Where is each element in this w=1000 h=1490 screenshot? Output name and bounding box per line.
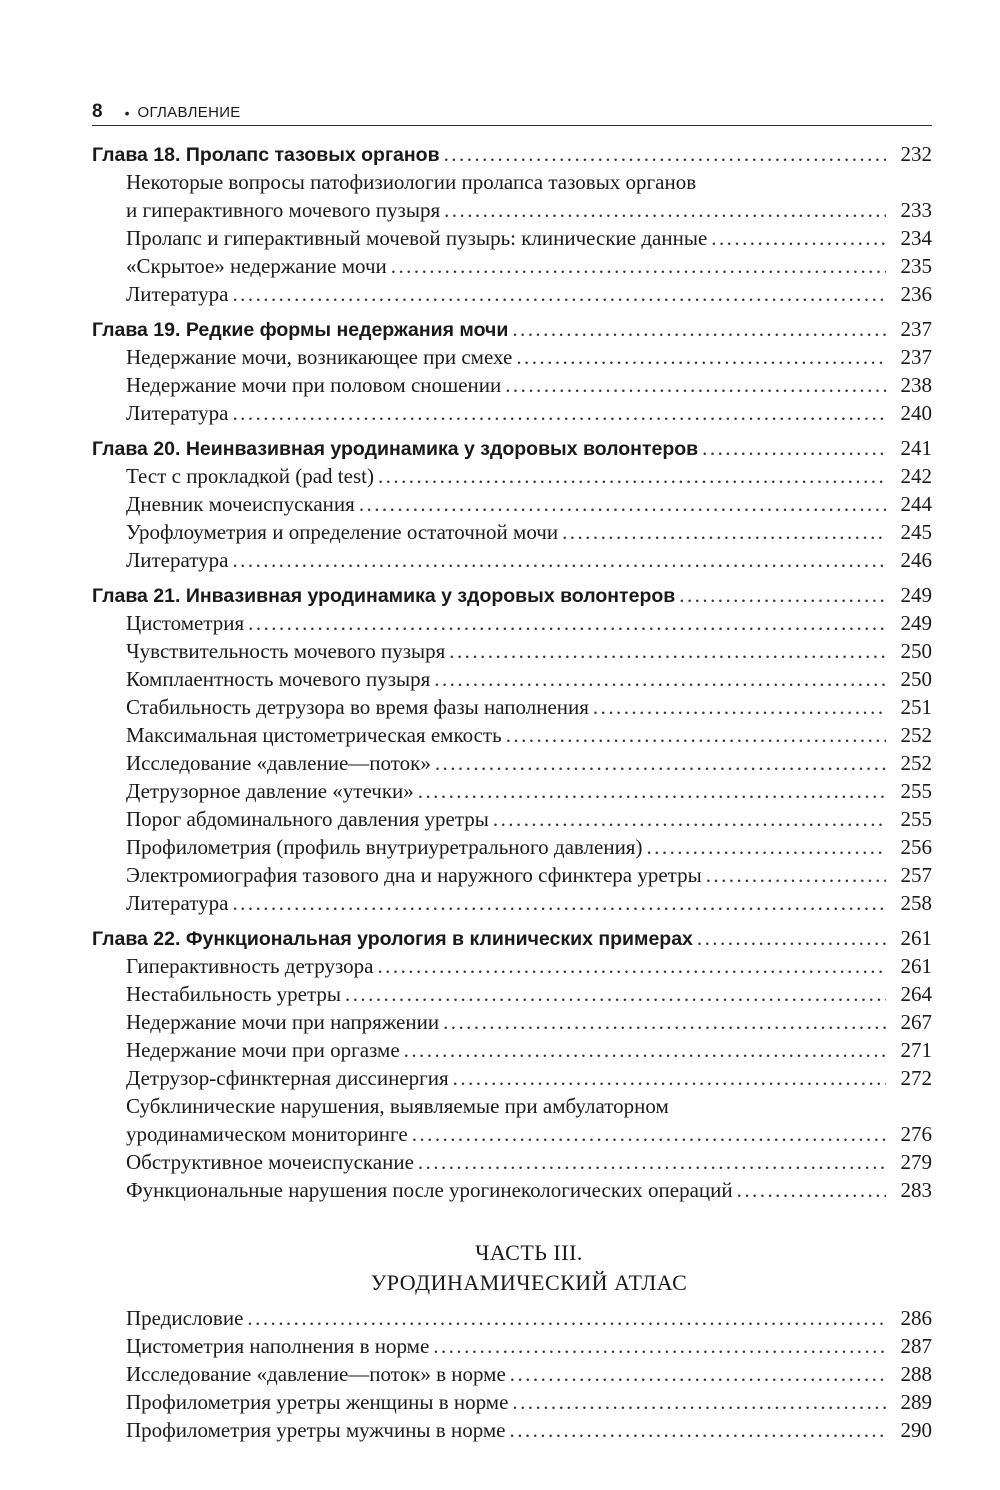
toc-entry-title: «Скрытое» недержание мочи [126,254,387,278]
toc-entry-title: Профилометрия уретры женщины в норме [126,1390,509,1414]
dot-leader [232,889,886,917]
chapter-entry-title: Глава 22. Функциональная урология в клинических примерах [92,928,693,950]
toc-entry-page: 242 [900,464,932,488]
toc-entry-title: Тест с прокладкой (pad test) [126,464,374,488]
toc-entry-page: 255 [900,779,932,803]
toc-entry-page: 261 [900,954,932,978]
section-label: ОГЛАВЛЕНИЕ [137,104,241,121]
toc-entry-page: 252 [900,723,932,747]
toc-entry-title: Чувствительность мочевого пузыря [126,639,446,663]
dot-leader [444,140,886,168]
toc-entry-title: Нестабильность уретры [126,982,342,1006]
dot-leader [512,315,886,343]
toc-entry-page: 276 [900,1122,932,1146]
toc-entry-page: 249 [900,611,932,635]
toc-entry-title: Литература [126,282,229,306]
toc-entry[interactable] [92,889,932,917]
toc-entry[interactable] [92,833,932,861]
toc-entry[interactable] [92,693,932,721]
dot-leader [248,609,886,637]
toc-entry-title: Максимальная цистометрическая емкость [126,723,502,747]
toc-entry[interactable] [92,980,932,1008]
dot-leader [404,1036,886,1064]
toc-entry[interactable] [92,665,932,693]
dot-leader [247,1304,886,1332]
chapter-entry-title: Глава 19. Редкие формы недержания мочи [92,319,509,341]
dot-leader [232,399,886,427]
toc-entry-page: 290 [900,1418,932,1442]
toc-entry-page: 272 [900,1066,932,1090]
toc-entry[interactable] [92,462,932,490]
dot-leader [412,1120,886,1148]
toc-entry-title: Литература [126,401,229,425]
toc-entry-title: Исследование «давление—поток» в норме [126,1362,506,1386]
dot-leader [562,518,886,546]
chapter-entry[interactable] [92,924,932,952]
dot-leader [443,1008,886,1036]
toc-entry[interactable] [92,952,932,980]
toc-entry-page: 257 [900,863,932,887]
dot-leader [679,581,886,609]
dot-leader [391,252,886,280]
bullet-icon: • [124,105,130,121]
dot-leader [706,861,886,889]
toc-entry-title: Стабильность детрузора во время фазы наполнения [126,695,589,719]
dot-leader [510,1416,887,1444]
dot-leader [512,1388,886,1416]
chapter-entry-page: 241 [900,436,932,460]
toc-entry-page: 289 [900,1390,932,1414]
dot-leader [377,952,886,980]
toc-entry-page: 258 [900,891,932,915]
toc-entry-page: 235 [900,254,932,278]
toc-entry[interactable] [92,196,932,224]
part-heading [92,1238,932,1298]
running-header [92,102,932,126]
dot-leader [232,280,886,308]
toc-entry[interactable] [92,1304,932,1332]
toc-entry-page: 244 [900,492,932,516]
dot-leader [506,721,886,749]
toc-entry-title: Недержание мочи при напряжении [126,1010,440,1034]
toc-entry[interactable] [92,749,932,777]
toc-entry-title: Цистометрия [126,611,245,635]
toc-entry[interactable] [92,1360,932,1388]
toc-entry-page: 267 [900,1010,932,1034]
toc-entry[interactable] [92,252,932,280]
toc-entry-title: Функциональные нарушения после урогинекологических операций [126,1178,733,1202]
chapter-entry[interactable] [92,315,932,343]
part-title: УРОДИНАМИЧЕСКИЙ АТЛАС [370,1270,688,1295]
toc-entry[interactable] [92,1332,932,1360]
toc-entry-title: Электромиография тазового дна и наружного сфинктера уретры [126,863,702,887]
toc-entry[interactable] [92,805,932,833]
dot-leader [449,637,886,665]
dot-leader [359,490,886,518]
chapter-entry-title: Глава 20. Неинвазивная уродинамика у здоровых волонтеров [92,438,699,460]
toc-entry[interactable] [92,777,932,805]
dot-leader [418,1148,886,1176]
toc-entry[interactable] [92,721,932,749]
chapter-entry-page: 261 [900,926,932,950]
toc-entry-title: Литература [126,891,229,915]
toc-entry-page: 288 [900,1362,932,1386]
toc-entry-title: Цистометрия наполнения в норме [126,1334,430,1358]
toc-entry[interactable] [92,399,932,427]
toc-entry[interactable] [92,1036,932,1064]
dot-leader [434,665,886,693]
toc-entry[interactable] [92,1008,932,1036]
toc-entry-page: 238 [900,373,932,397]
toc-entry-title: Литература [126,548,229,572]
dot-leader [435,749,886,777]
toc-entry-title: Урофлоуметрия и определение остаточной мочи [126,520,559,544]
toc-entry-title: Дневник мочеиспускания [126,492,355,516]
dot-leader [433,1332,886,1360]
toc-entry[interactable] [92,343,932,371]
toc-entry-title: Недержание мочи, возникающее при смехе [126,345,513,369]
toc-entry-line[interactable]: Субклинические нарушения, выявляемые при амбулаторном [126,1094,669,1118]
dot-leader [444,196,886,224]
dot-leader [418,777,886,805]
dot-leader [453,1064,886,1092]
chapter-entry-page: 237 [900,317,932,341]
toc-entry[interactable] [92,371,932,399]
toc-entry-page: 245 [900,520,932,544]
chapter-entry[interactable] [92,434,932,462]
dot-leader [505,371,886,399]
chapter-entry[interactable] [92,581,932,609]
toc-entry[interactable] [92,1120,932,1148]
toc-entry-page: 240 [900,401,932,425]
toc-entry-page: 286 [900,1306,932,1330]
toc-entry-page: 246 [900,548,932,572]
dot-leader [697,924,886,952]
toc-entry-page: 287 [900,1334,932,1358]
toc-entry-title: Профилометрия уретры мужчины в норме [126,1418,506,1442]
dot-leader [345,980,886,1008]
toc-entry-page: 279 [900,1150,932,1174]
toc-entry[interactable] [92,1148,932,1176]
toc-entry-title: Детрузорное давление «утечки» [126,779,414,803]
toc-entry[interactable] [92,518,932,546]
toc-entry-title: Обструктивное мочеиспускание [126,1150,414,1174]
toc-entry-page: 234 [900,226,932,250]
dot-leader [711,224,886,252]
toc-entry[interactable] [92,1388,932,1416]
chapter-entry-title: Глава 18. Пролапс тазовых органов [92,144,440,166]
toc-entry[interactable] [92,546,932,574]
toc-entry[interactable] [92,224,932,252]
toc-entry[interactable] [92,280,932,308]
toc-entry-page: 256 [900,835,932,859]
toc-entry[interactable] [92,1416,932,1444]
toc-entry-page: 237 [900,345,932,369]
toc-entry-page: 236 [900,282,932,306]
toc-entry-line[interactable]: Некоторые вопросы патофизиологии пролапса тазовых органов [126,170,697,194]
toc-entry-title: уродинамическом мониторинге [126,1122,408,1146]
dot-leader [232,546,886,574]
chapter-entry-title: Глава 21. Инвазивная уродинамика у здоровых волонтеров [92,585,676,607]
toc-entry-title: Комплаентность мочевого пузыря [126,667,431,691]
dot-leader [702,434,886,462]
dot-leader [593,693,886,721]
table-of-contents [92,140,932,1444]
chapter-entry[interactable] [92,140,932,168]
toc-entry-page: 264 [900,982,932,1006]
toc-entry-page: 283 [900,1178,932,1202]
toc-entry-page: 252 [900,751,932,775]
toc-entry-page: 271 [900,1038,932,1062]
dot-leader [737,1176,886,1204]
toc-entry-page: 250 [900,667,932,691]
toc-entry[interactable] [92,490,932,518]
toc-entry-title: Порог абдоминального давления уретры [126,807,489,831]
toc-entry-page: 233 [900,198,932,222]
toc-entry-title: Профилометрия (профиль внутриуретрального давления) [126,835,643,859]
dot-leader [510,1360,886,1388]
dot-leader [516,343,886,371]
toc-entry-title: Детрузор-сфинктерная диссинергия [126,1066,449,1090]
toc-entry-title: Предисловие [126,1306,244,1330]
toc-entry-title: Исследование «давление—поток» [126,751,431,775]
toc-entry-title: Недержание мочи при половом сношении [126,373,502,397]
toc-entry[interactable] [92,637,932,665]
part-label: ЧАСТЬ III. [475,1240,583,1265]
toc-entry-page: 255 [900,807,932,831]
toc-entry[interactable] [92,861,932,889]
toc-entry-title: Пролапс и гиперактивный мочевой пузырь: клинические данные [126,226,708,250]
toc-entry-title: Недержание мочи при оргазме [126,1038,400,1062]
toc-entry-title: Гиперактивность детрузора [126,954,374,978]
toc-entry[interactable] [92,609,932,637]
dot-leader [646,833,886,861]
dot-leader [378,462,886,490]
toc-entry-page: 251 [900,695,932,719]
dot-leader [493,805,886,833]
toc-entry-title: и гиперактивного мочевого пузыря [126,198,441,222]
toc-entry[interactable] [92,1064,932,1092]
toc-entry[interactable] [92,1176,932,1204]
chapter-entry-page: 232 [900,142,932,166]
toc-entry-page: 250 [900,639,932,663]
page-number: 8 [92,101,103,122]
chapter-entry-page: 249 [900,583,932,607]
